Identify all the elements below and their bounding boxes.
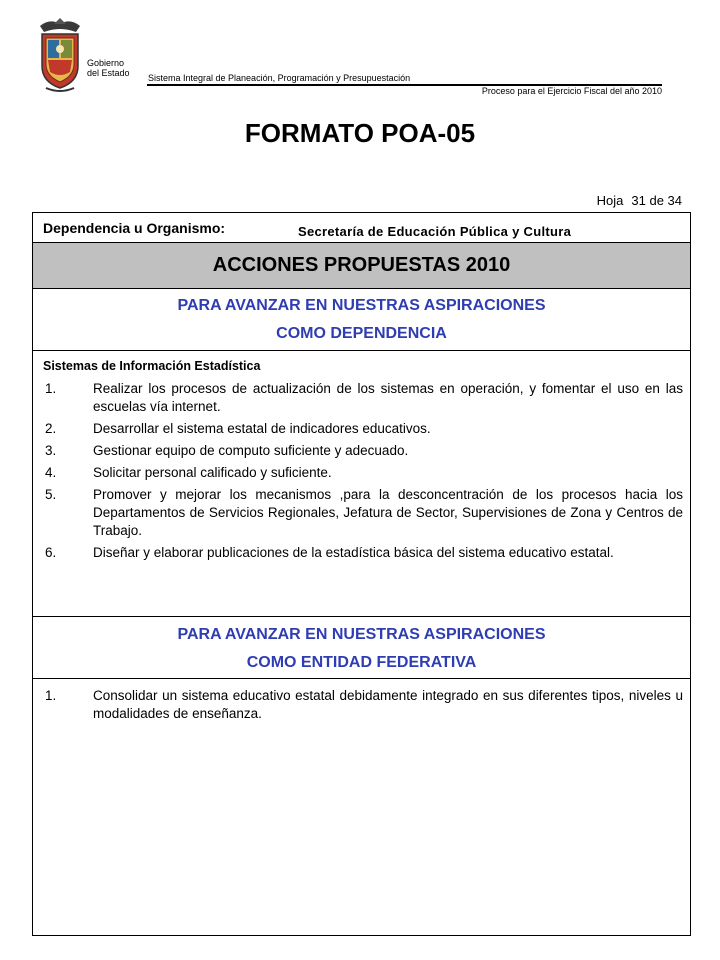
section2-heading <box>33 617 690 679</box>
section2-title-line1: PARA AVANZAR EN NUESTRAS ASPIRACIONES <box>177 626 546 643</box>
page-title: FORMATO POA-05 <box>244 118 476 148</box>
item-number: 2. <box>45 421 57 436</box>
section1-title-line1: PARA AVANZAR EN NUESTRAS ASPIRACIONES <box>177 297 546 314</box>
list-item <box>43 442 683 460</box>
item-text: Consolidar un sistema educativo estatal debidamente integrado en sus diferentes tipos, niveles u modalidades de enseñanza. <box>93 688 683 721</box>
system-name: Sistema Integral de Planeación, Programación y Presupuestación <box>148 73 411 83</box>
item-number: 1. <box>45 688 57 703</box>
item-text: Promover y mejorar los mecanismos ,para la desconcentración de los procesos hacia los Departamentos de Servicios Regionales, Jefatura de Sector, Supervisiones de Zona y Centros de Trabajo. <box>93 487 683 538</box>
item-number: 6. <box>45 545 57 560</box>
section1-list <box>43 357 683 566</box>
item-text: Realizar los procesos de actualización de los sistemas en operación, y fomentar el uso en las escuelas vía internet. <box>93 381 683 414</box>
list-item <box>43 420 683 438</box>
page-value: 31 de 34 <box>631 193 682 208</box>
form-box <box>32 212 691 936</box>
government-label <box>87 58 130 78</box>
state-coat-of-arms-icon <box>36 16 84 94</box>
government-line-2: del Estado <box>87 68 130 78</box>
section2-title-line2: COMO ENTIDAD FEDERATIVA <box>246 654 477 671</box>
dependency-value: Secretaría de Educación Pública y Cultura <box>298 224 572 239</box>
actions-banner: ACCIONES PROPUESTAS 2010 <box>33 243 690 289</box>
list-item <box>43 687 683 723</box>
process-name: Proceso para el Ejercicio Fiscal del año 2010 <box>481 86 662 96</box>
section1-title-line2: COMO DEPENDENCIA <box>276 325 447 342</box>
item-text: Desarrollar el sistema estatal de indicadores educativos. <box>93 421 431 436</box>
dependency-row <box>33 213 690 243</box>
dependency-label: Dependencia u Organismo: <box>43 220 226 236</box>
list-item <box>43 464 683 482</box>
list-item <box>43 544 683 562</box>
item-number: 4. <box>45 465 57 480</box>
government-line-1: Gobierno <box>87 58 125 68</box>
list-item <box>43 380 683 416</box>
page-counter <box>597 193 682 208</box>
section2-list <box>43 687 683 727</box>
list-item <box>43 486 683 540</box>
item-number: 1. <box>45 381 57 396</box>
section1-heading <box>33 289 690 351</box>
item-number: 5. <box>45 487 57 502</box>
item-text: Gestionar equipo de computo suficiente y adecuado. <box>93 443 409 458</box>
item-text: Diseñar y elaborar publicaciones de la estadística básica del sistema educativo estatal. <box>93 545 614 560</box>
item-number: 3. <box>45 443 57 458</box>
section1-subtitle: Sistemas de Información Estadística <box>43 359 261 373</box>
item-text: Solicitar personal calificado y suficiente. <box>93 465 332 480</box>
page-label: Hoja <box>596 193 624 208</box>
